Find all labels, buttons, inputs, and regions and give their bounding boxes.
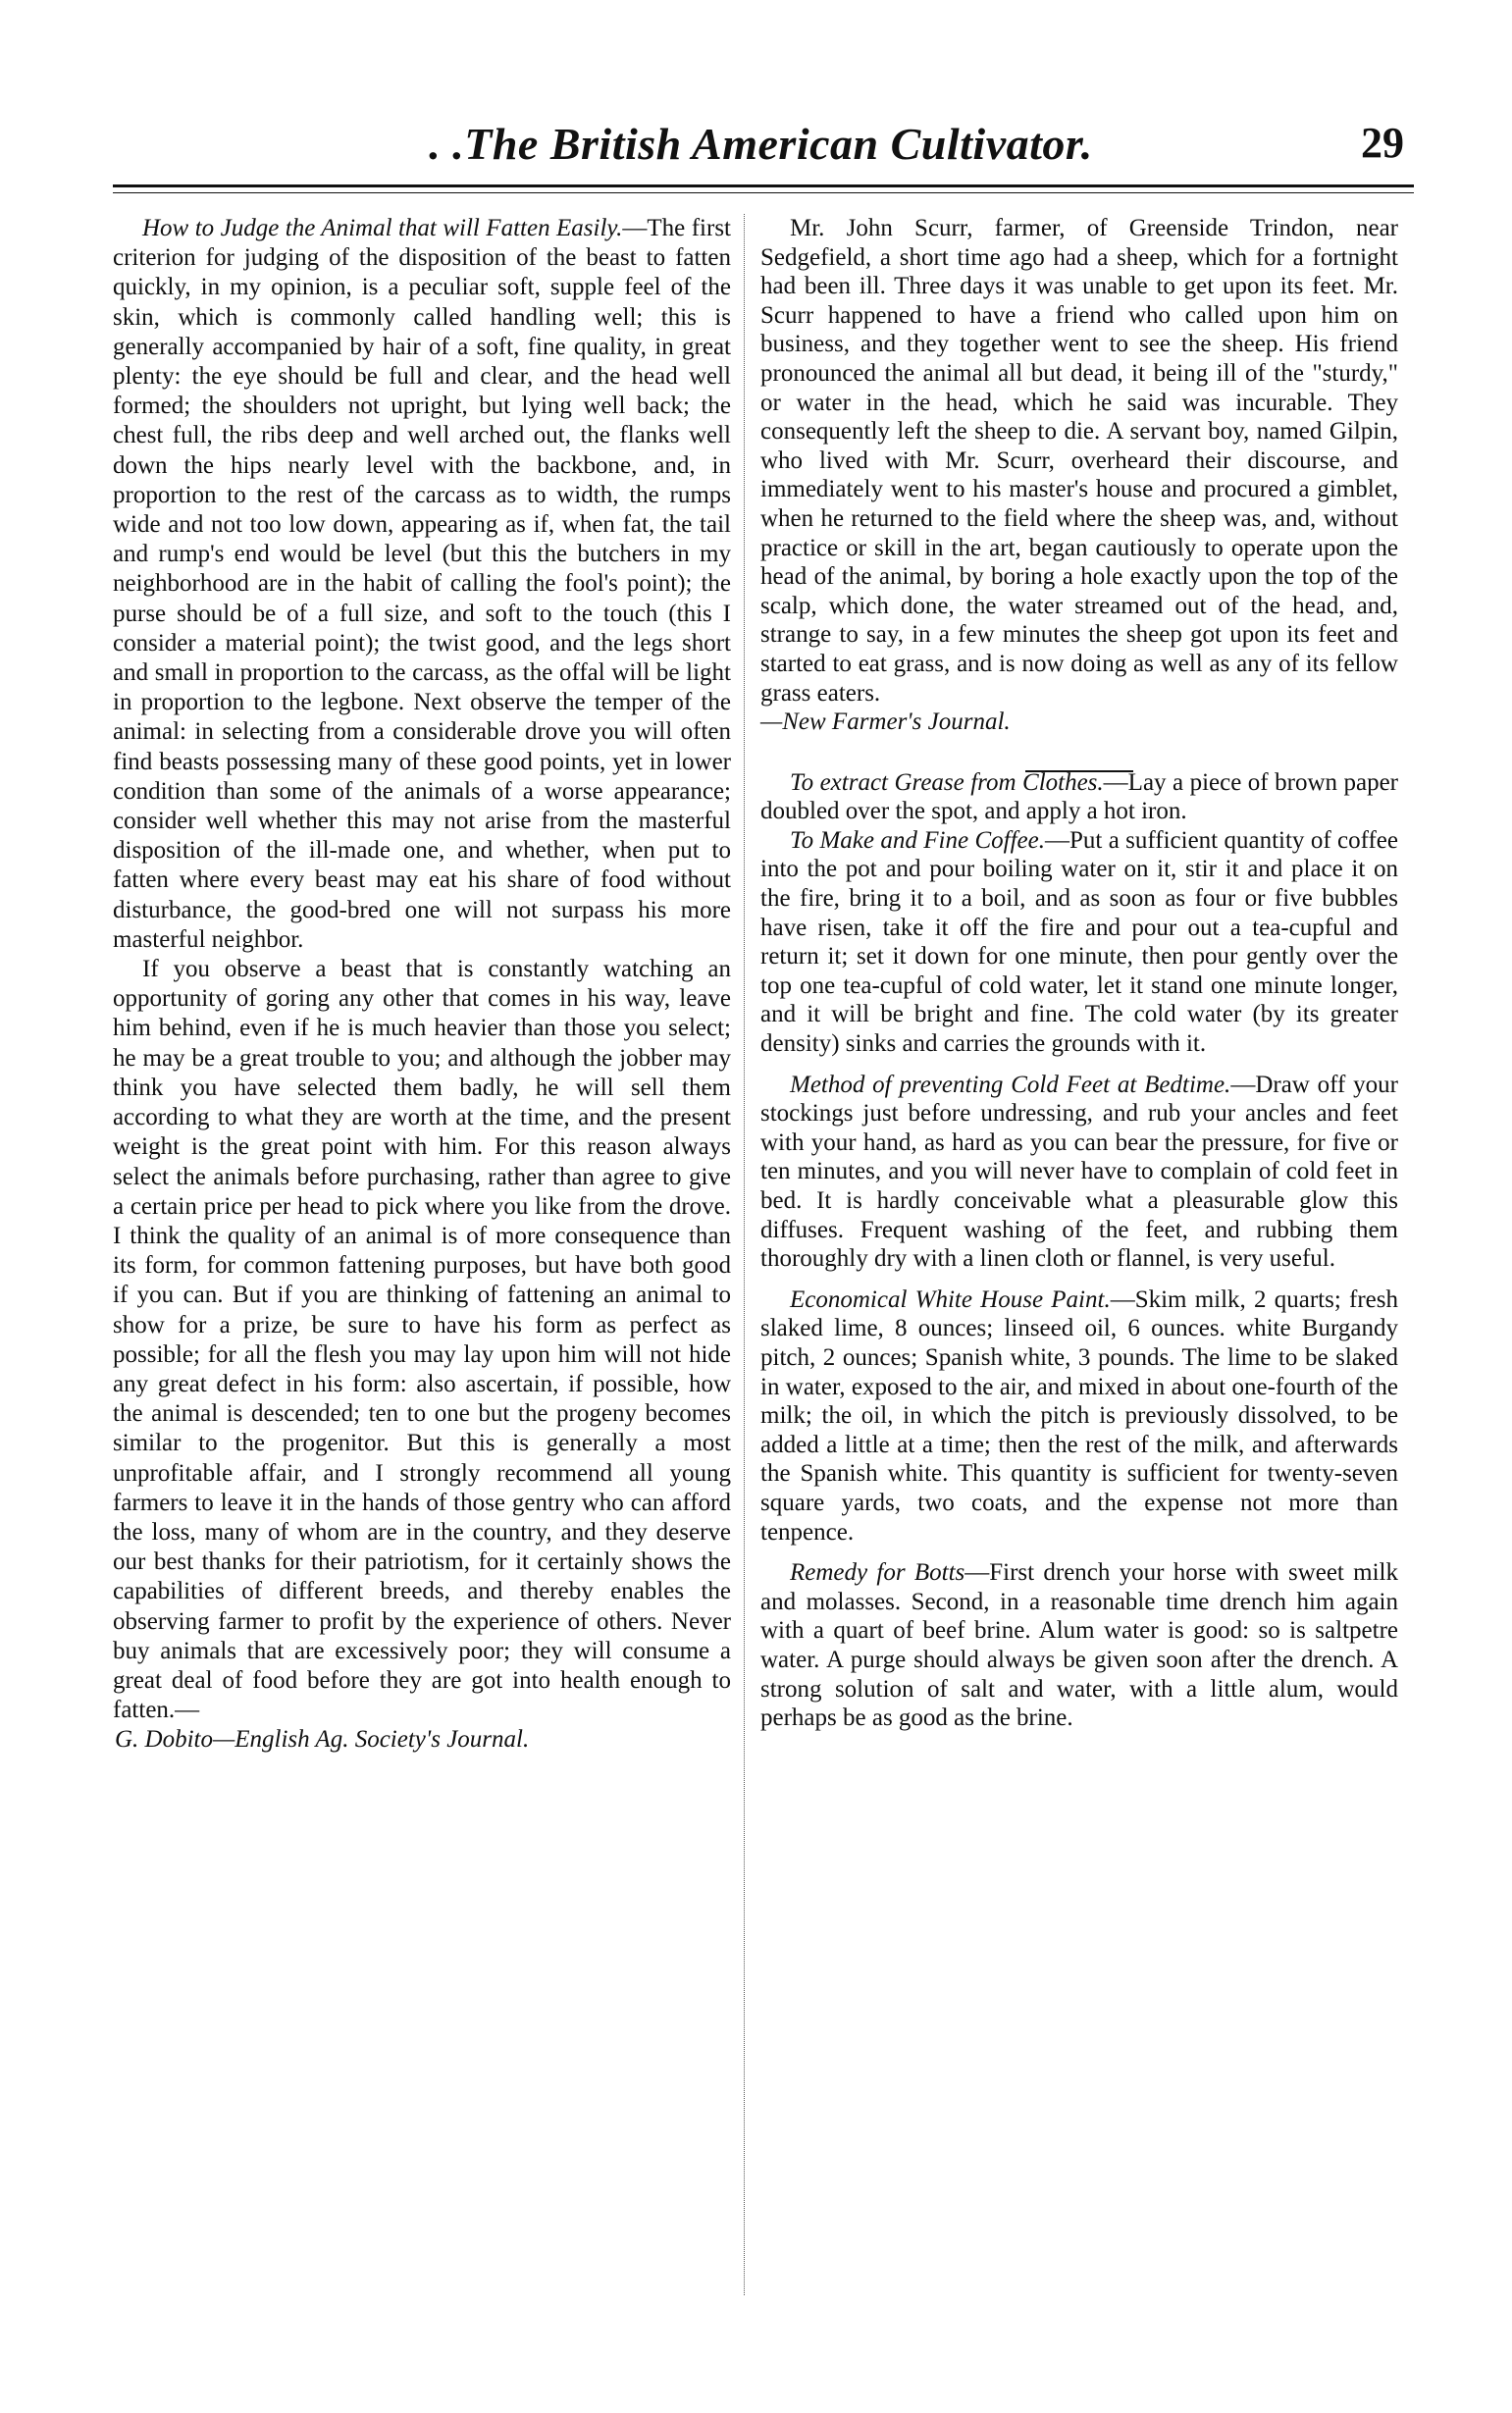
article-coffee-title: To Make and Fine Coffee. [790,826,1045,854]
page-header [118,118,1404,177]
article-fatten-text-1: —The first criterion for judging of the disposition of the beast to fatten quickly, in my opinion, is a peculiar soft, supple feel of the skin, which is commonly called handling well; this is generally accompanied by hair of a soft, fine quality, in great plenty: the eye should be full and clear, and the head well formed; the shoulders not upright, but lying well back; the chest full, the ribs deep and well arched out, the flanks well down the hips nearly level with the backbone, and, in proportion to the rest of the carcass as to width, the rumps wide and not too low down, appearing as if, when fat, the tail and rump's end would be level (but this the butchers in my neighborhood are in the habit of calling the fool's point); the purse should be of a full size, and soft to the touch (this I consider a material point); the twist good, and the legs short and small in proportion to the carcass, as the offal will be light in proportion to the legbone. Next observe the temper of the animal: in selecting from a considerable drove you will often find beasts possessing many of these good points, yet in lower condition than some of the animals of a worse appearance; consider well whether this may not arise from the masterful disposition of the ill-made one, and whether, when put to fatten where every beast may eat his share of food without disturbance, the good-bred one will not surpass his more masterful neighbor. [113,215,731,953]
article-paint-paragraph [760,1285,1398,1547]
article-sheep-cite: —New Farmer's Journal. [760,708,1011,736]
running-title: . .The British American Cultivator. [429,119,1093,169]
article-grease-title: To extract Grease from Clothes. [790,768,1104,796]
article-botts-title: Remedy for Botts [790,1559,965,1587]
article-sheep-citation [760,708,1398,737]
article-coldfeet-title: Method of preventing Cold Feet at Bedtime. [790,1071,1231,1098]
article-coldfeet-text: —Draw off your stockings just before undressing, and rub your ancles and feet with your hand, as hard as you can bear the pressure, for five or ten minutes, and you will never have to complain of cold feet in bed. It is hardly conceivable what a pleasurable glow this diffuses. Frequent washing of the feet, and rubbing them thoroughly dry with a linen cloth or flannel, is very useful. [760,1071,1398,1273]
page-number: 29 [1361,119,1404,167]
right-column [760,214,1398,2295]
article-botts-text: —First drench your horse with sweet milk and molasses. Second, in a reasonable time drench him again with a quart of beef brine. Alum water is good: so is saltpetre water. A purge should always be given soon after the drench. A strong solution of salt and water, with a little alum, would perhaps be as good as the brine. [760,1559,1398,1732]
article-fatten-citation [113,1725,731,1755]
article-fatten-text-2: If you observe a beast that is constantly watching an opportunity of goring any other that comes in his way, leave him behind, even if he is much heavier than those you select; he may be a great trouble to you; and although the jobber may think you have selected them badly, he will sell them according to what they are worth at the time, and the present weight is the great point with him. For this reason always select the animals before purchasing, rather than agree to give a certain price per head to pick where you like from the drove. I think the quality of an animal is of more consequence than its form, for common fattening purposes, but have both good if you can. But if you are thinking of fattening an animal to show for a prize, be sure to have his form as perfect as possible; for all the flesh you may lay upon him will not hide any great defect in his form: also ascertain, if possible, how the animal is descended; ten to one but the progeny becomes similar to the progenitor. But this is generally a most unprofitable affair, and I strongly recommend all young farmers to leave it in the hands of those gentry who can afford the loss, many of whom are in the country, and they deserve our best thanks for their patriotism, for it certainly shows the capabilities of different breeds, and thereby enables the observing farmer to profit by the experience of others. Never buy animals that are excessively poor; they will consume a great deal of food before they are got into health enough to fatten.— [113,956,731,1724]
article-paint-title: Economical White House Paint. [790,1285,1111,1313]
article-botts-paragraph [760,1558,1398,1733]
article-fatten-paragraph-1 [113,214,731,955]
header-rule-thin [113,192,1414,193]
article-fatten-cite: G. Dobito—English Ag. Society's Journal. [115,1726,530,1754]
section-separator [760,751,1398,757]
column-divider [744,214,745,2295]
article-grease-paragraph [760,768,1398,826]
header-rule [113,184,1414,187]
article-fatten-title: How to Judge the Animal that will Fatten Easily. [142,215,623,241]
article-paint-text: —Skim milk, 2 quarts; fresh slaked lime, 8 ounces; linseed oil, 6 ounces. white Burgandy pitch, 2 ounces; Spanish white, 3 pounds. The lime to be slaked in water, exposed to the air, and mixed in about one-fourth of the milk; the oil, in which the pitch is previously dissolved, to be added a little at a time; then the rest of the milk, and afterwards the Spanish white. This quantity is sufficient for twenty-seven square yards, two coats, and the expense not more than tenpence. [760,1285,1399,1546]
article-coffee-text: —Put a sufficient quantity of coffee into the pot and pour boiling water on it, stir it and place it on the fire, bring it to a boil, and as soon as four or five bubbles have risen, take it off the fire and pour out a tea-cupful and return it; set it down for one minute, then pour gently over the top one tea-cupful of cold water, let it stand one minute longer, and it will be bright and fine. The cold water (by its greater density) sinks and carries the grounds with it. [760,826,1399,1058]
article-grease-text: —Lay a piece of brown paper doubled over the spot, and apply a hot iron. [760,768,1398,825]
article-sheep-paragraph [760,214,1398,708]
article-sheep-text: Mr. John Scurr, farmer, of Greenside Trindon, near Sedgefield, a short time ago had a sheep, which for a fortnight had been ill. Three days it was unable to get upon its feet. Mr. Scurr happened to have a friend who called upon him on business, and they together went to see the sheep. His friend pronounced the animal all but dead, it being ill of the "sturdy," or water in the head, which he said was incurable. They consequently left the sheep to die. A servant boy, named Gilpin, who lived with Mr. Scurr, overheard their discourse, and immediately went to his master's house and procured a gimblet, when he returned to the field where the sheep was, and, without practice or skill in the art, began cautiously to operate upon the head of the animal, by boring a hole exactly upon the top of the scalp, which done, the water streamed out of the head, and, strange to say, in a few minutes the sheep got upon its feet and started to eat grass, and is now doing as well as any of its fellow grass eaters. [760,215,1398,707]
article-coldfeet-paragraph [760,1071,1398,1274]
left-column [113,214,731,2295]
article-fatten-paragraph-2 [113,955,731,1725]
article-coffee-paragraph [760,826,1398,1059]
